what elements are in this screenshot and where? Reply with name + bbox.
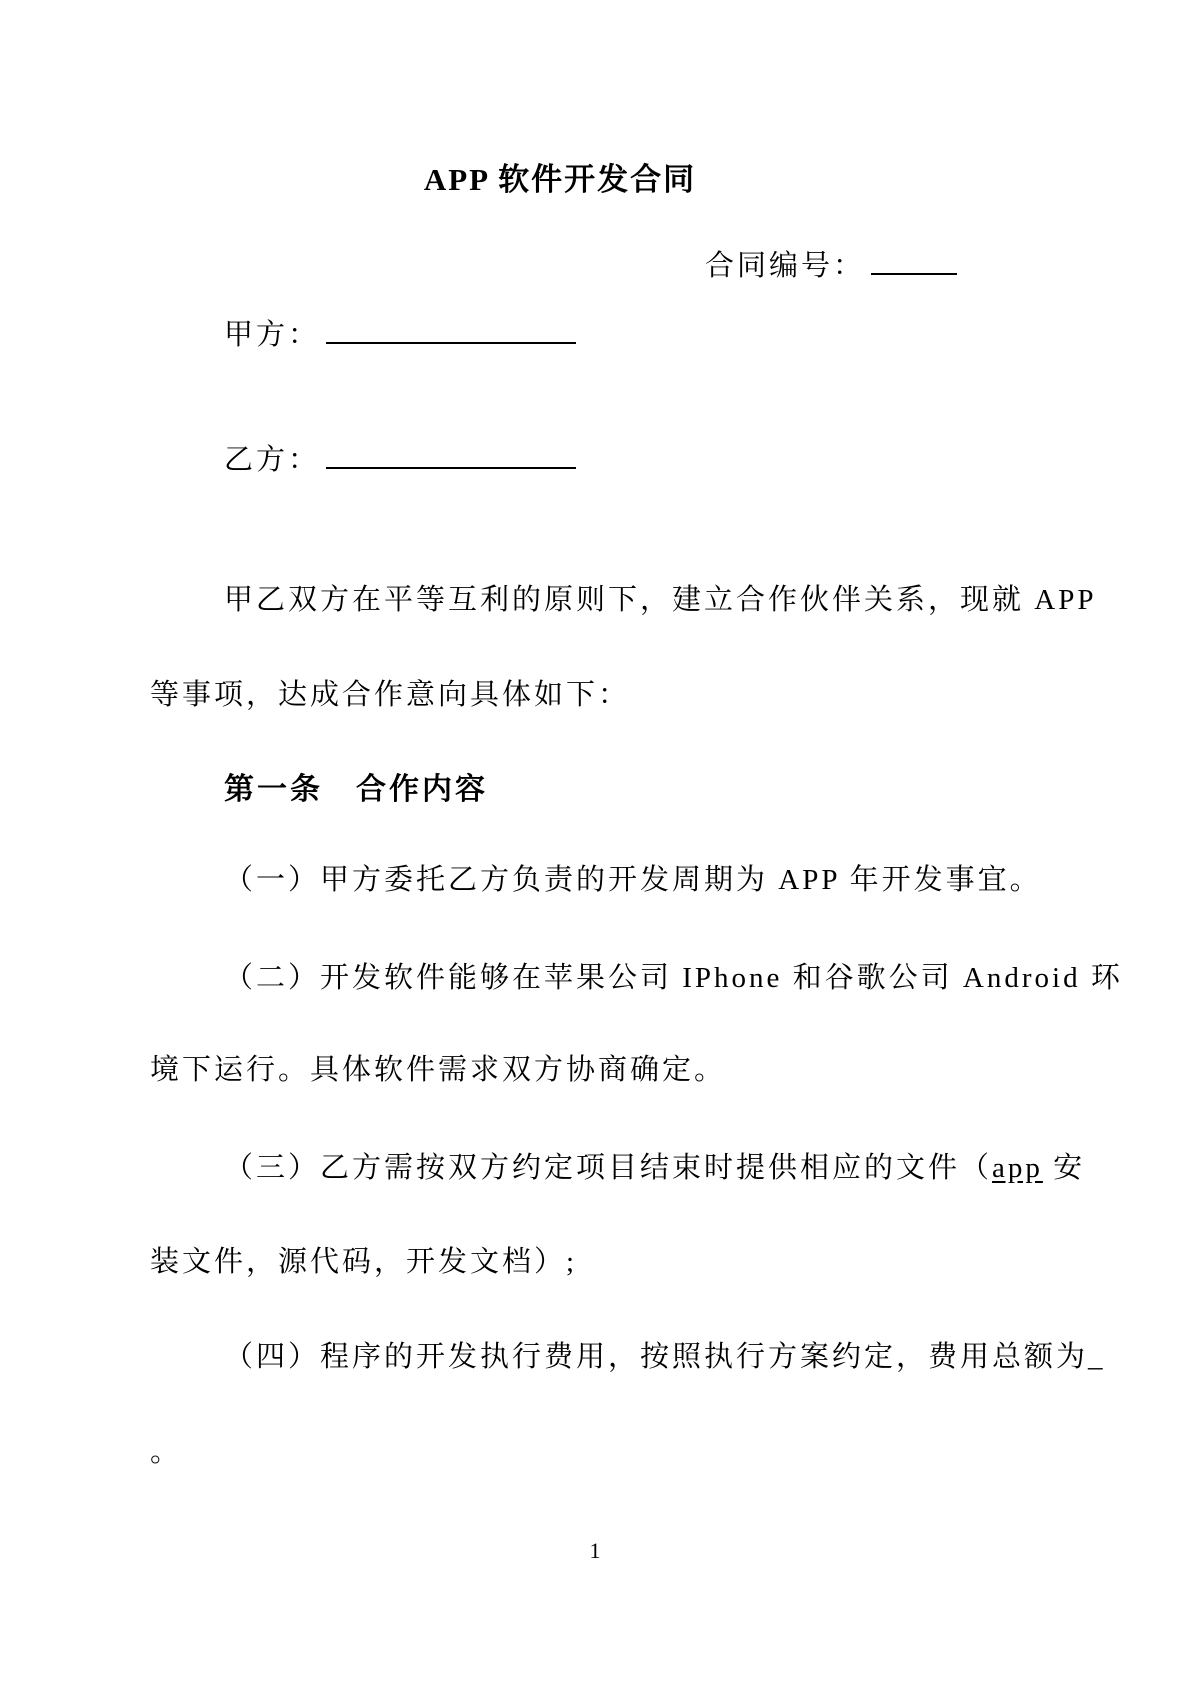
clause-2-line-2: 境下运行。具体软件需求双方协商确定。 [150,1054,727,1086]
contract-number-blank [871,243,957,275]
clause-3-line-2: 装文件，源代码，开发文档）; [150,1246,578,1278]
clause-4-line-2: 。 [150,1436,183,1468]
contract-number-row [705,243,957,287]
party-b-blank [326,437,576,469]
party-a-label: 甲方： [224,319,321,351]
document-title: APP 软件开发合同 [423,162,697,197]
party-a-row [224,312,576,356]
clause-3-prefix: （三）乙方需按双方约定项目结束时提供相应的文件（ [224,1152,993,1184]
clause-3-line-1 [224,1147,1085,1189]
party-b-label: 乙方： [224,444,321,476]
party-b-row [224,437,576,481]
clause-3-suffix: 安 [1042,1152,1086,1184]
party-a-blank [326,312,576,344]
section-1-heading: 第一条 合作内容 [224,773,488,806]
clause-4-line-1: （四）程序的开发执行费用，按照执行方案约定，费用总额为_ [224,1341,1106,1373]
contract-number-label: 合同编号： [705,250,866,282]
clause-1-text: （一）甲方委托乙方负责的开发周期为 APP 年开发事宜。 [224,864,1042,896]
page-number: 1 [589,1538,601,1563]
clause-3-underlined-app: app [992,1152,1043,1184]
intro-paragraph-line-2: 等事项，达成合作意向具体如下： [150,679,631,711]
intro-paragraph-line-1: 甲乙双方在平等互利的原则下，建立合作伙伴关系，现就 APP [224,584,1097,616]
clause-2-line-1: （二）开发软件能够在苹果公司 IPhone 和谷歌公司 Android 环 [224,962,1123,994]
